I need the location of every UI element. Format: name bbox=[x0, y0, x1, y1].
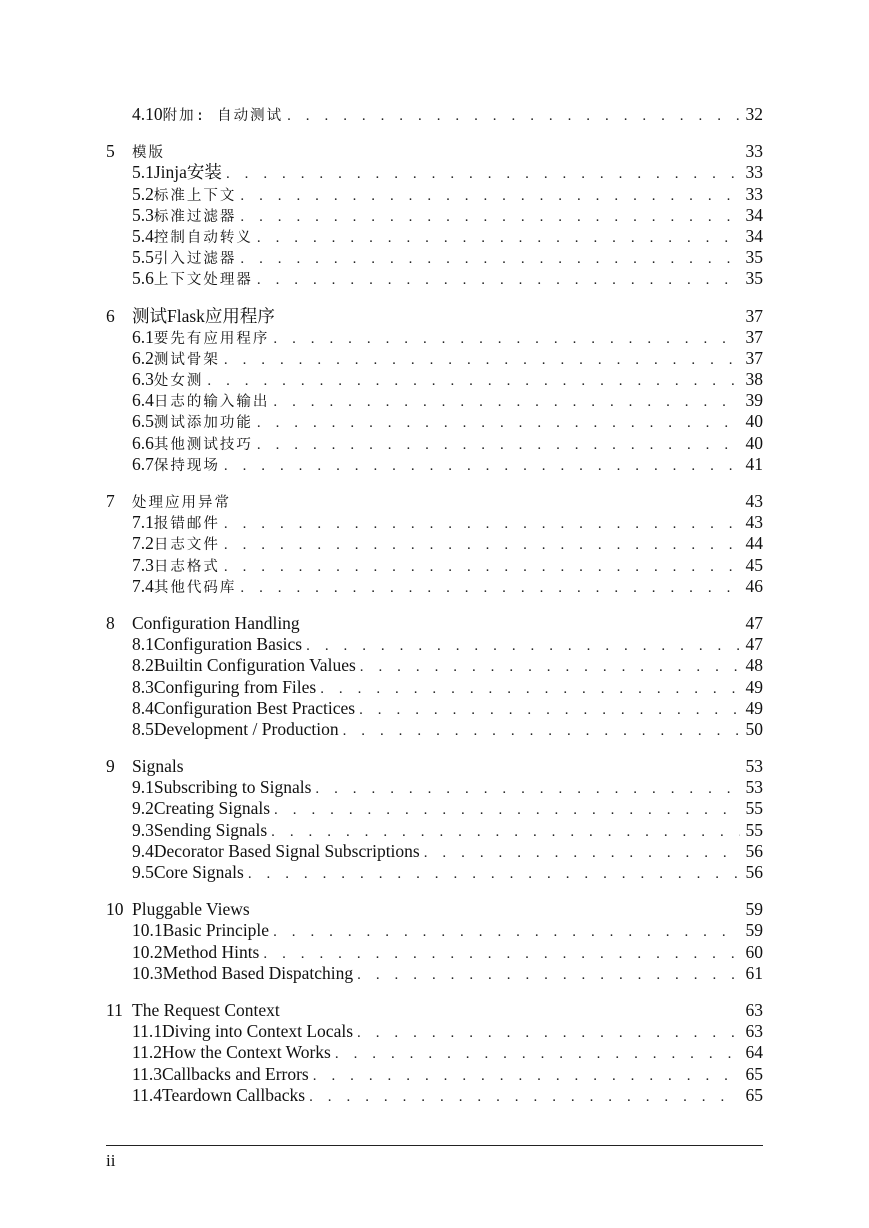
section-page-number: 32 bbox=[745, 104, 763, 124]
toc-chapter-entry[interactable] bbox=[106, 613, 763, 634]
dot-leader bbox=[335, 1044, 740, 1065]
dot-leader bbox=[359, 700, 739, 721]
dot-leader bbox=[273, 922, 739, 943]
section-page-number: 56 bbox=[745, 862, 763, 882]
dot-leader bbox=[273, 392, 739, 413]
section-page-number: 48 bbox=[745, 655, 763, 676]
section-title: 其他代码库 bbox=[153, 579, 237, 596]
toc-section-entry[interactable] bbox=[106, 777, 763, 798]
dot-leader bbox=[207, 371, 739, 392]
section-number: 7.4 bbox=[132, 575, 154, 596]
dot-leader bbox=[257, 270, 740, 291]
toc-section-entry[interactable] bbox=[106, 862, 763, 883]
section-number: 9.4 bbox=[132, 840, 154, 861]
section-page-number: 49 bbox=[745, 676, 763, 697]
section-title: 标准过滤器 bbox=[153, 208, 237, 225]
section-page-number: 60 bbox=[745, 941, 763, 962]
dot-leader bbox=[240, 578, 739, 599]
chapter-number: 9 bbox=[106, 756, 115, 777]
toc-section-entry[interactable] bbox=[106, 348, 763, 369]
toc-section-entry[interactable] bbox=[106, 841, 763, 862]
chapter-page-number: 33 bbox=[745, 141, 763, 162]
toc-section-entry[interactable] bbox=[106, 576, 763, 597]
section-page-number: 34 bbox=[745, 225, 763, 246]
section-title: 日志格式 bbox=[153, 558, 220, 575]
dot-leader bbox=[306, 636, 739, 657]
section-title: Method Hints bbox=[162, 941, 260, 962]
section-number: 11.2 bbox=[132, 1042, 162, 1063]
dot-leader bbox=[240, 249, 739, 270]
section-title: 附加: 自动测试 bbox=[162, 108, 284, 124]
section-number: 5.3 bbox=[132, 204, 154, 225]
toc-section-entry[interactable] bbox=[106, 390, 763, 411]
dot-leader bbox=[360, 657, 740, 678]
section-title: 其他测试技巧 bbox=[153, 436, 253, 453]
section-number: 7.2 bbox=[132, 533, 154, 554]
toc-section-entry[interactable] bbox=[106, 698, 763, 719]
chapter-page-number: 37 bbox=[745, 305, 763, 326]
section-title: Teardown Callbacks bbox=[161, 1084, 306, 1105]
dot-leader bbox=[313, 1066, 740, 1087]
dot-leader bbox=[320, 679, 739, 700]
section-number: 8.1 bbox=[132, 634, 154, 655]
chapter-page-number: 53 bbox=[745, 756, 763, 777]
section-page-number: 44 bbox=[745, 533, 763, 554]
section-page-number: 37 bbox=[745, 347, 763, 368]
dot-leader bbox=[240, 207, 739, 228]
chapter-title: 测试Flask应用程序 bbox=[132, 305, 275, 326]
section-number: 10.3 bbox=[132, 962, 163, 983]
section-title: Method Based Dispatching bbox=[162, 962, 354, 983]
section-number: 6.3 bbox=[132, 369, 154, 390]
section-number: 8.3 bbox=[132, 676, 154, 697]
toc-chapter bbox=[106, 104, 763, 125]
dot-leader bbox=[224, 350, 740, 371]
dot-leader bbox=[226, 164, 740, 185]
toc-chapter bbox=[106, 613, 763, 740]
dot-leader bbox=[224, 514, 740, 535]
toc-section-entry[interactable] bbox=[106, 677, 763, 698]
section-title: Creating Signals bbox=[153, 798, 271, 819]
section-title: Sending Signals bbox=[153, 819, 268, 840]
section-number: 6.7 bbox=[132, 453, 154, 474]
section-number: 9.1 bbox=[132, 777, 154, 798]
section-number: 10.1 bbox=[132, 920, 163, 941]
section-title: Configuration Best Practices bbox=[153, 697, 356, 718]
toc-section-entry[interactable] bbox=[106, 433, 763, 454]
dot-leader bbox=[273, 329, 739, 350]
section-page-number: 37 bbox=[745, 326, 763, 347]
dot-leader bbox=[357, 1023, 739, 1044]
toc-section-entry[interactable] bbox=[106, 555, 763, 576]
section-title: 测试添加功能 bbox=[153, 415, 253, 432]
chapter-number: 10 bbox=[106, 899, 124, 920]
section-number: 10.2 bbox=[132, 941, 163, 962]
toc-section-entry[interactable] bbox=[106, 798, 763, 819]
section-title: 要先有应用程序 bbox=[153, 330, 270, 347]
section-page-number: 53 bbox=[745, 777, 763, 798]
section-title: 处女测 bbox=[153, 373, 204, 390]
section-title: Configuration Basics bbox=[153, 634, 303, 655]
section-title: 控制自动转义 bbox=[153, 229, 253, 246]
section-title: 报错邮件 bbox=[153, 516, 220, 533]
dot-leader bbox=[257, 435, 740, 456]
dot-leader bbox=[248, 864, 740, 885]
section-page-number: 50 bbox=[745, 718, 763, 739]
toc-section-entry[interactable] bbox=[106, 1042, 763, 1063]
section-title: 引入过滤器 bbox=[153, 251, 237, 268]
section-page-number: 63 bbox=[745, 1021, 763, 1042]
section-number: 6.2 bbox=[132, 347, 154, 368]
toc-section-entry[interactable] bbox=[106, 226, 763, 247]
toc-chapter-entry[interactable] bbox=[106, 756, 763, 777]
section-page-number: 41 bbox=[745, 453, 763, 474]
section-page-number: 35 bbox=[745, 247, 763, 268]
section-title: Subscribing to Signals bbox=[153, 777, 312, 798]
section-page-number: 38 bbox=[745, 369, 763, 390]
toc-chapter bbox=[106, 141, 763, 289]
toc-section-entry[interactable] bbox=[106, 1064, 763, 1085]
section-number: 6.1 bbox=[132, 326, 154, 347]
toc-section-entry[interactable] bbox=[106, 512, 763, 533]
dot-leader bbox=[240, 186, 739, 207]
section-number: 7.3 bbox=[132, 554, 154, 575]
section-page-number: 49 bbox=[745, 697, 763, 718]
dot-leader bbox=[257, 413, 740, 434]
section-title: 日志文件 bbox=[153, 537, 220, 554]
toc-section-entry[interactable] bbox=[106, 963, 763, 984]
section-page-number: 39 bbox=[745, 390, 763, 411]
section-title: Basic Principle bbox=[162, 920, 270, 941]
section-title: Development / Production bbox=[153, 718, 339, 739]
chapter-page-number: 63 bbox=[745, 999, 763, 1020]
dot-leader bbox=[224, 557, 740, 578]
dot-leader bbox=[315, 779, 739, 800]
toc-section-entry[interactable] bbox=[106, 268, 763, 289]
toc-section-entry[interactable] bbox=[106, 634, 763, 655]
section-page-number: 43 bbox=[745, 512, 763, 533]
section-page-number: 40 bbox=[745, 411, 763, 432]
section-number: 5.1 bbox=[132, 162, 154, 183]
section-title: How the Context Works bbox=[161, 1042, 331, 1063]
dot-leader bbox=[309, 1087, 739, 1108]
section-title: Decorator Based Signal Subscriptions bbox=[153, 840, 420, 861]
chapter-title: 模版 bbox=[132, 145, 165, 162]
chapter-title: Signals bbox=[132, 756, 184, 777]
section-number: 4.10 bbox=[132, 104, 163, 124]
section-title: 上下文处理器 bbox=[153, 272, 253, 289]
section-title: 标准上下文 bbox=[153, 187, 237, 204]
toc-chapter-entry[interactable] bbox=[106, 141, 763, 162]
section-title: 日志的输入输出 bbox=[153, 394, 270, 411]
section-page-number: 55 bbox=[745, 798, 763, 819]
section-number: 11.3 bbox=[132, 1063, 162, 1084]
toc-chapter bbox=[106, 899, 763, 984]
chapter-title: Pluggable Views bbox=[132, 899, 250, 920]
chapter-title: Configuration Handling bbox=[132, 612, 300, 633]
toc-chapter bbox=[106, 756, 763, 883]
section-title: Builtin Configuration Values bbox=[153, 655, 356, 676]
toc-chapter-entry[interactable] bbox=[106, 491, 763, 512]
section-number: 9.2 bbox=[132, 798, 154, 819]
dot-leader bbox=[287, 106, 739, 127]
section-title: Diving into Context Locals bbox=[161, 1021, 354, 1042]
chapter-page-number: 43 bbox=[745, 491, 763, 511]
section-number: 11.4 bbox=[132, 1084, 162, 1105]
toc-chapter-entry[interactable] bbox=[106, 899, 763, 920]
section-page-number: 64 bbox=[745, 1042, 763, 1063]
section-number: 6.6 bbox=[132, 432, 154, 453]
toc-chapter bbox=[106, 306, 763, 476]
section-title: 测试骨架 bbox=[153, 351, 220, 368]
section-page-number: 65 bbox=[745, 1084, 763, 1105]
toc-section-entry[interactable] bbox=[106, 454, 763, 475]
section-page-number: 46 bbox=[745, 575, 763, 596]
section-page-number: 35 bbox=[745, 268, 763, 289]
section-title: 保持现场 bbox=[153, 457, 220, 474]
toc-section-entry[interactable] bbox=[106, 369, 763, 390]
dot-leader bbox=[274, 800, 739, 821]
chapter-page-number: 59 bbox=[745, 899, 763, 920]
toc-section-entry[interactable] bbox=[106, 327, 763, 348]
section-number: 5.2 bbox=[132, 183, 154, 204]
toc-section-entry[interactable] bbox=[106, 205, 763, 226]
section-page-number: 59 bbox=[745, 920, 763, 941]
section-number: 8.4 bbox=[132, 697, 154, 718]
dot-leader bbox=[424, 843, 740, 864]
section-number: 6.5 bbox=[132, 411, 154, 432]
section-number: 5.5 bbox=[132, 247, 154, 268]
chapter-number: 11 bbox=[106, 999, 123, 1020]
toc-section-entry[interactable] bbox=[106, 655, 763, 676]
section-number: 8.5 bbox=[132, 718, 154, 739]
dot-leader bbox=[263, 944, 739, 965]
toc-chapter bbox=[106, 1000, 763, 1106]
section-number: 6.4 bbox=[132, 390, 154, 411]
toc-chapter bbox=[106, 491, 763, 597]
section-page-number: 47 bbox=[745, 634, 763, 655]
section-page-number: 45 bbox=[745, 554, 763, 575]
section-number: 7.1 bbox=[132, 512, 154, 533]
dot-leader bbox=[257, 228, 740, 249]
chapter-number: 5 bbox=[106, 141, 115, 162]
section-page-number: 40 bbox=[745, 432, 763, 453]
section-number: 5.6 bbox=[132, 268, 154, 289]
toc-section-entry[interactable] bbox=[106, 1021, 763, 1042]
footer-rule bbox=[106, 1145, 763, 1146]
section-number: 5.4 bbox=[132, 225, 154, 246]
section-page-number: 56 bbox=[745, 840, 763, 861]
section-page-number: 65 bbox=[745, 1063, 763, 1084]
section-title: Jinja安装 bbox=[153, 162, 222, 183]
section-number: 9.5 bbox=[132, 862, 154, 882]
toc-section-entry[interactable] bbox=[106, 719, 763, 740]
toc-section-entry[interactable] bbox=[106, 942, 763, 963]
chapter-number: 7 bbox=[106, 491, 115, 511]
section-page-number: 61 bbox=[745, 962, 763, 983]
section-title: Callbacks and Errors bbox=[161, 1063, 309, 1084]
toc-section-entry[interactable] bbox=[106, 104, 763, 125]
chapter-page-number: 47 bbox=[745, 612, 763, 633]
section-number: 11.1 bbox=[132, 1021, 162, 1042]
toc-chapter-entry[interactable] bbox=[106, 306, 763, 327]
dot-leader bbox=[357, 965, 739, 986]
section-page-number: 33 bbox=[745, 162, 763, 183]
toc-section-entry[interactable] bbox=[106, 247, 763, 268]
section-number: 8.2 bbox=[132, 655, 154, 676]
toc-section-entry[interactable] bbox=[106, 820, 763, 841]
dot-leader bbox=[343, 721, 740, 742]
section-page-number: 55 bbox=[745, 819, 763, 840]
section-title: Configuring from Files bbox=[153, 676, 317, 697]
chapter-number: 8 bbox=[106, 612, 115, 633]
toc-section-entry[interactable] bbox=[106, 533, 763, 554]
section-page-number: 33 bbox=[745, 183, 763, 204]
chapter-title: The Request Context bbox=[132, 999, 280, 1020]
toc-section-entry[interactable] bbox=[106, 184, 763, 205]
chapter-title: 处理应用异常 bbox=[132, 495, 231, 511]
section-number: 9.3 bbox=[132, 819, 154, 840]
chapter-number: 6 bbox=[106, 305, 115, 326]
toc-section-entry[interactable] bbox=[106, 411, 763, 432]
dot-leader bbox=[224, 535, 740, 556]
toc-section-entry[interactable] bbox=[106, 162, 763, 183]
toc-section-entry[interactable] bbox=[106, 920, 763, 941]
section-title: Core Signals bbox=[153, 862, 244, 882]
footer-page-number: ii bbox=[106, 1151, 116, 1170]
table-of-contents bbox=[106, 104, 763, 1122]
dot-leader bbox=[271, 822, 739, 843]
section-page-number: 34 bbox=[745, 204, 763, 225]
dot-leader bbox=[224, 456, 740, 477]
toc-section-entry[interactable] bbox=[106, 1085, 763, 1106]
toc-chapter-entry[interactable] bbox=[106, 1000, 763, 1021]
